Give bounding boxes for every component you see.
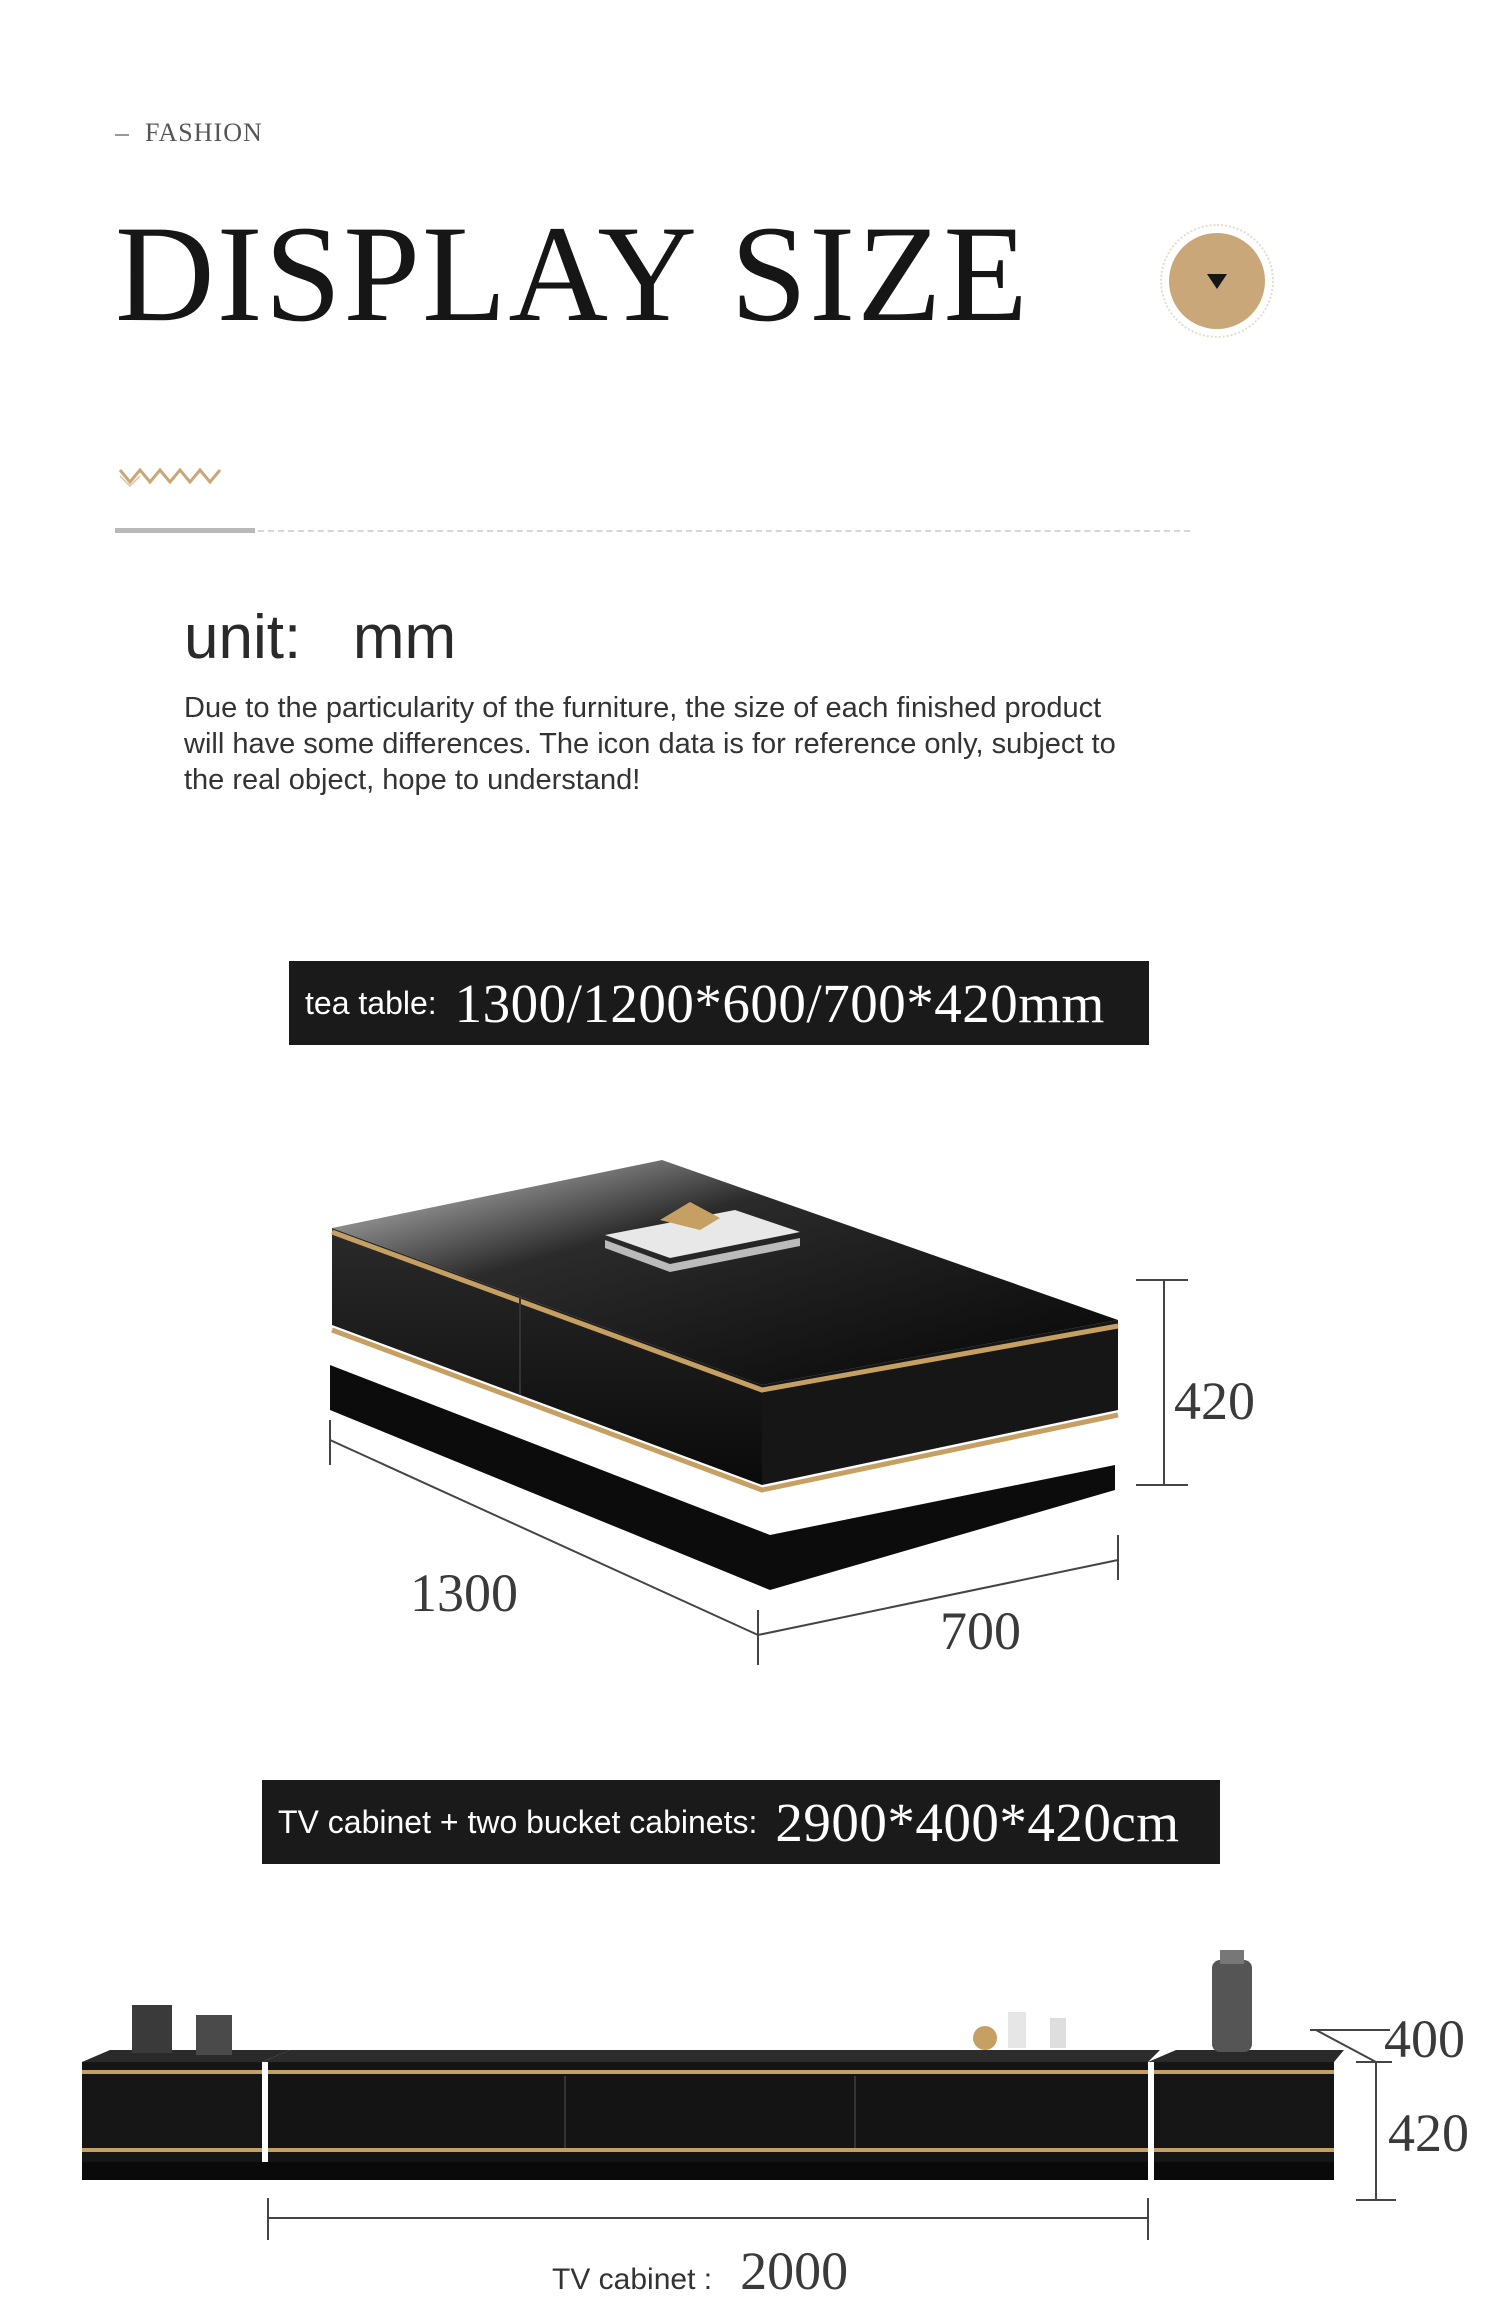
tea-table-dimensions: 1300/1200*600/700*420mm <box>454 972 1105 1034</box>
tv-cabinet-width-dimension: 2000 <box>740 2241 849 2301</box>
tea-table-width-dimension: 700 <box>940 1601 1021 1661</box>
section-kicker <box>115 118 263 148</box>
kicker-dash <box>115 134 129 136</box>
tv-cabinet-label: TV cabinet : <box>552 2263 713 2296</box>
tea-table-length-dimension: 1300 <box>410 1563 518 1623</box>
tea-table-size-label <box>289 961 1149 1045</box>
size-notice: Due to the particularity of the furniture, the size of each finished product will have some differences. The icon data is for reference only, subject to the real object, hope to understand! <box>184 692 1116 796</box>
tv-depth-dimension: 400 <box>1384 2009 1465 2069</box>
divider-solid <box>115 528 255 533</box>
tea-table-illustration <box>0 1140 1500 1700</box>
tv-set-size-label <box>262 1780 1220 1864</box>
tv-set-label: TV cabinet + two bucket cabinets: <box>278 1803 758 1840</box>
scroll-down-button[interactable] <box>1160 224 1274 338</box>
tea-table-height-dimension: 420 <box>1174 1371 1255 1431</box>
unit-label: unit: mm <box>184 603 457 672</box>
tv-set-dimensions: 2900*400*420cm <box>775 1791 1180 1853</box>
kicker-text: FASHION <box>145 118 263 147</box>
badge-circle <box>1169 233 1265 329</box>
tv-height-dimension: 420 <box>1388 2103 1469 2163</box>
page-title: DISPLAY SIZE <box>115 197 1030 350</box>
divider-dashed <box>258 530 1190 532</box>
tv-cabinet-width-row <box>552 2240 848 2302</box>
tv-cabinet-illustration <box>0 1950 1500 2240</box>
zigzag-ornament-icon <box>118 466 222 488</box>
tea-table-label: tea table: <box>305 984 437 1021</box>
triangle-down-icon <box>1207 274 1227 289</box>
